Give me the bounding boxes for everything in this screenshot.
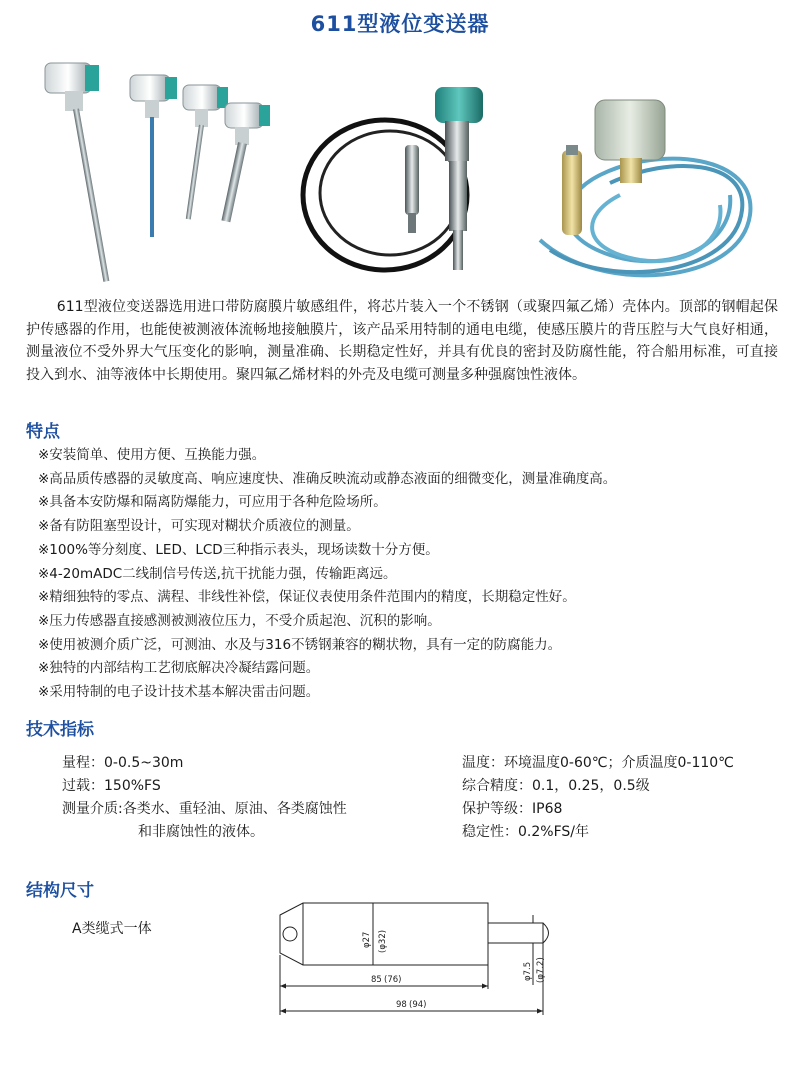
model-label: A类缆式一体 [72,921,152,937]
feature-item: ※具备本安防爆和隔离防爆能力，可应用于各种危险场所。 [38,494,387,511]
cable-transmitter-image [295,45,510,295]
product-photos [20,45,780,295]
feature-item: ※采用特制的电子设计技术基本解决雷击问题。 [38,684,320,701]
dimension-drawing [268,893,568,1023]
dim-length-total-alt: (94) [409,1000,427,1010]
feature-item: ※4-20mADC二线制信号传送,抗干扰能力强，传输距离远。 [38,565,397,582]
page-title: 611型液位变送器 [310,12,490,36]
feature-item: ※高品质传感器的灵敏度高、响应速度快、准确反映流动或静态液面的细微变化，测量准确度高。 [38,470,617,487]
spec-medium: 测量介质:各类水、重轻油、原油、各类腐蚀性 [62,801,347,817]
feature-item: ※压力传感器直接感测被测液位压力，不受介质起泡、沉积的影响。 [38,612,441,629]
spec-overload: 过载：150%FS [62,778,161,794]
spec-protection: 保护等级：IP68 [462,801,563,817]
spec-range: 量程：0-0.5~30m [62,755,184,771]
spec-temperature: 温度：环境温度0-60℃；介质温度0-110℃ [462,755,734,771]
spec-accuracy: 综合精度：0.1，0.25，0.5级 [462,778,650,794]
features-list [38,444,783,705]
specs-right-column [462,752,792,844]
spec-medium-cont: 和非腐蚀性的液体。 [138,824,264,840]
feature-item: ※精细独特的零点、满程、非线性补偿，保证仪表使用条件范围内的精度，长期稳定性好。 [38,589,576,606]
feature-item: ※独特的内部结构工艺彻底解决冷凝结露问题。 [38,660,320,677]
intro-paragraph: 611型液位变送器选用进口带防腐膜片敏感组件，将芯片装入一个不锈钢（或聚四氟乙烯）壳体内。顶部的钢帽起保护传感器的作用，也能使被测液体流畅地接触膜片，该产品采用特制的通电电缆，使感压膜片的背压腔与大气良好相通，测量液位不受外界大气压变化的影响，测量准确、长期稳定性好，并具有优良的密封及防腐性能，符合船用标准，可直接投入到水、油等液体中长期使用。聚四氟乙烯材料的外壳及电缆可测量多种强腐蚀性液体。 [26,299,778,383]
dim-cable-dia-alt: (φ7.2) [536,957,546,983]
specs-heading: 技术指标 [26,720,94,740]
rod-transmitters-image [35,45,285,295]
dim-length-total: 98 [396,1000,407,1010]
dim-cable-dia: φ7.5 [523,961,533,981]
structure-heading: 结构尺寸 [26,881,94,901]
dim-body-dia: φ27 [362,931,372,948]
feature-item: ※备有防阻塞型设计，可实现对糊状介质液位的测量。 [38,518,360,535]
dim-length-body-alt: (76) [384,975,402,985]
blue-cable-transmitter-image [520,45,765,295]
spec-stability: 稳定性：0.2%FS/年 [462,824,589,840]
feature-item: ※安装简单、使用方便、互换能力强。 [38,447,266,463]
feature-item: ※100%等分刻度、LED、LCD三种指示表头，现场读数十分方便。 [38,541,439,558]
dim-length-body: 85 [371,975,382,985]
feature-item: ※使用被测介质广泛，可测油、水及与316不锈钢兼容的糊状物，具有一定的防腐能力。 [38,636,562,653]
specs-left-column [62,752,452,844]
features-heading: 特点 [26,422,60,442]
dim-body-dia-alt: (φ32) [378,929,388,953]
